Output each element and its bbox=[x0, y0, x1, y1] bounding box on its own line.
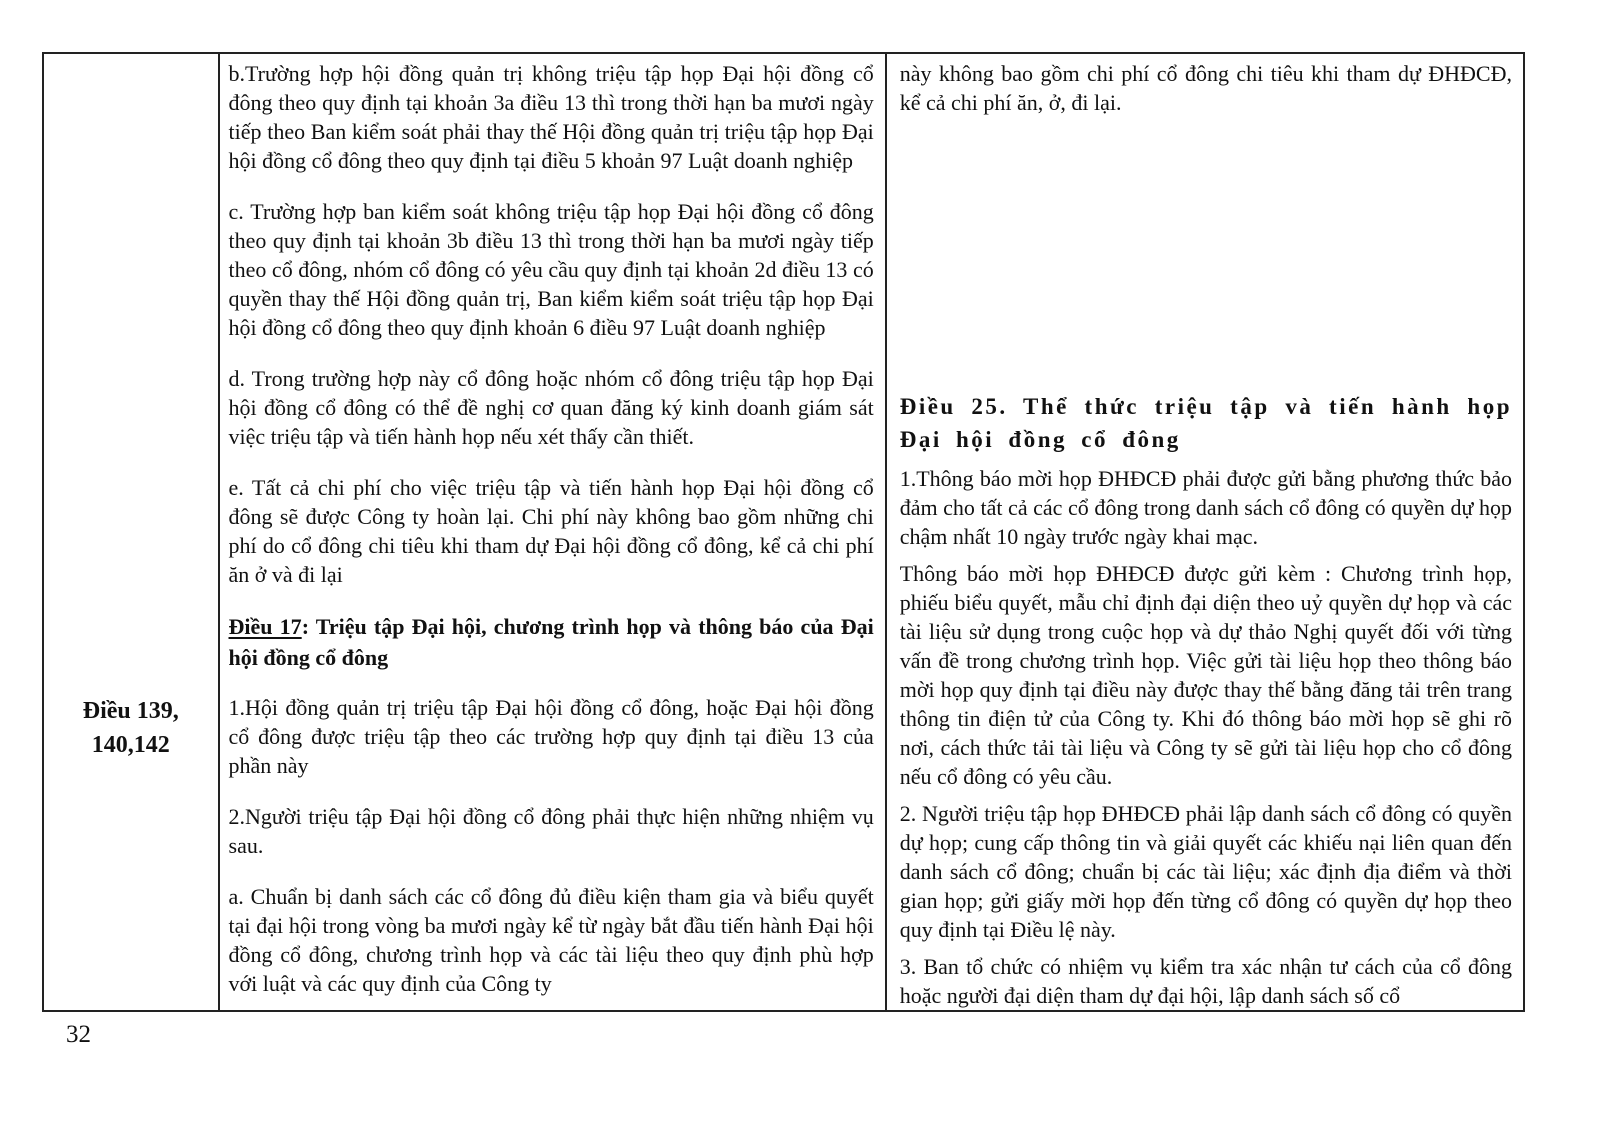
page-number: 32 bbox=[66, 1021, 91, 1048]
article-25-heading: Điều 25. Thể thức triệu tập và tiến hành họp Đại hội đồng cổ đông bbox=[899, 394, 1512, 452]
law-reference-cell bbox=[44, 54, 220, 1010]
article-17-clause-2: 2.Người triệu tập Đại hội đồng cổ đông phải thực hiện những nhiệm vụ sau. bbox=[228, 804, 874, 858]
law-reference-line-2: 140,142 bbox=[91, 732, 170, 758]
article-25-clause-3: 3. Ban tổ chức có nhiệm vụ kiểm tra xác nhận tư cách của cổ đông hoặc người đại diện tham dự đại hội, lập danh sách số cổ bbox=[899, 954, 1512, 1008]
article-25-clause-1-notice: Thông báo mời họp ĐHĐCĐ được gửi kèm : Chương trình họp, phiếu biểu quyết, mẫu chỉ định đại diện theo uỷ quyền dự họp và các tài liệu sử dụng trong cuộc họp và dự thảo Nghị quyết đối với từng vấn đề trong chương trình họp. Việc gửi tài liệu họp theo thông báo mời họp quy định tại điều này được thay thế bằng đăng tải trên trang thông tin điện tử của Công ty. Khi đó thông báo mời họp sẽ ghi rõ nơi, cách thức tải tài liệu và Công ty sẽ gửi tài liệu họp cho cổ đông nếu cổ đông có yêu cầu. bbox=[899, 561, 1512, 789]
paragraph-e: e. Tất cả chi phí cho việc triệu tập và tiến hành họp Đại hội đồng cổ đông sẽ được Công ty hoàn lại. Chi phí này không bao gồm những chi phí do cổ đông chi tiêu khi tham dự Đại hội đồng cổ đông, kể cả chi phí ăn ở và đi lại bbox=[228, 475, 874, 587]
article-17-heading bbox=[229, 611, 874, 673]
article-17-clause-1: 1.Hội đồng quản trị triệu tập Đại hội đồng cổ đông, hoặc Đại hội đồng cổ đông được triệu tập theo các trường hợp quy định tại điều 13 của phần này bbox=[228, 695, 874, 778]
law-reference-line-1: Điều 139, bbox=[82, 698, 179, 724]
article-17-clause-2a: a. Chuẩn bị danh sách các cổ đông đủ điều kiện tham gia và biểu quyết tại đại hội trong vòng ba mươi ngày kể từ ngày bắt đầu tiến hành Đại hội đồng cổ đông, chương trình họp và các tài liệu theo quy định phù hợp với luật và các quy định của Công ty bbox=[228, 884, 874, 996]
paragraph-c: c. Trường hợp ban kiểm soát không triệu tập họp Đại hội đồng cổ đông theo quy định tại khoản 3b điều 13 thì trong thời hạn ba mươi ngày tiếp theo cổ đông, nhóm cổ đông có yêu cầu quy định tại khoản 2d điều 13 có quyền thay thế Hội đồng quản trị, Ban kiểm kiểm soát triệu tập họp Đại hội đồng cổ đông theo quy định khoản 6 điều 97 Luật doanh nghiệp bbox=[228, 199, 874, 340]
charter-left-text-cell bbox=[220, 54, 887, 1010]
charter-comparison-table bbox=[42, 52, 1525, 1012]
paragraph-b: b.Trường hợp hội đồng quản trị không triệu tập họp Đại hội đồng cổ đông theo quy định tại khoản 3a điều 13 thì trong thời hạn ba mươi ngày tiếp theo Ban kiểm soát phải thay thế Hội đồng quản trị triệu tập họp Đại hội đồng cổ đông theo quy định tại điều 5 khoản 97 Luật doanh nghiệp bbox=[228, 61, 874, 173]
carryover-paragraph: này không bao gồm chi phí cổ đông chi tiêu khi tham dự ĐHĐCĐ, kể cả chi phí ăn, ở, đi lại. bbox=[899, 61, 1512, 115]
article-25-clause-1: 1.Thông báo mời họp ĐHĐCĐ phải được gửi bằng phương thức bảo đảm cho tất cả các cổ đông trong danh sách cổ đông có quyền dự họp chậm nhất 10 ngày trước ngày khai mạc. bbox=[899, 466, 1512, 549]
law-reference-label bbox=[44, 694, 218, 762]
article-25-clause-2: 2. Người triệu tập họp ĐHĐCĐ phải lập danh sách cổ đông có quyền dự họp; cung cấp thông tin và giải quyết các khiếu nại liên quan đến danh sách cổ đông; chuẩn bị các tài liệu; xác định địa điểm và thời gian họp; gửi giấy mời họp đến từng cổ đông có quyền dự họp theo quy định tại Điều lệ này. bbox=[899, 801, 1512, 942]
article-17-title: : Triệu tập Đại hội, chương trình họp và thông báo của Đại hội đồng cổ đông bbox=[228, 614, 874, 670]
paragraph-d: d. Trong trường hợp này cổ đông hoặc nhóm cổ đông triệu tập họp Đại hội đồng cổ đông có thể đề nghị cơ quan đăng ký kinh doanh giám sát việc triệu tập và tiến hành họp nếu xét thấy cần thiết. bbox=[228, 366, 874, 449]
article-17-number: Điều 17 bbox=[228, 614, 302, 639]
charter-right-text-cell bbox=[887, 54, 1523, 1010]
